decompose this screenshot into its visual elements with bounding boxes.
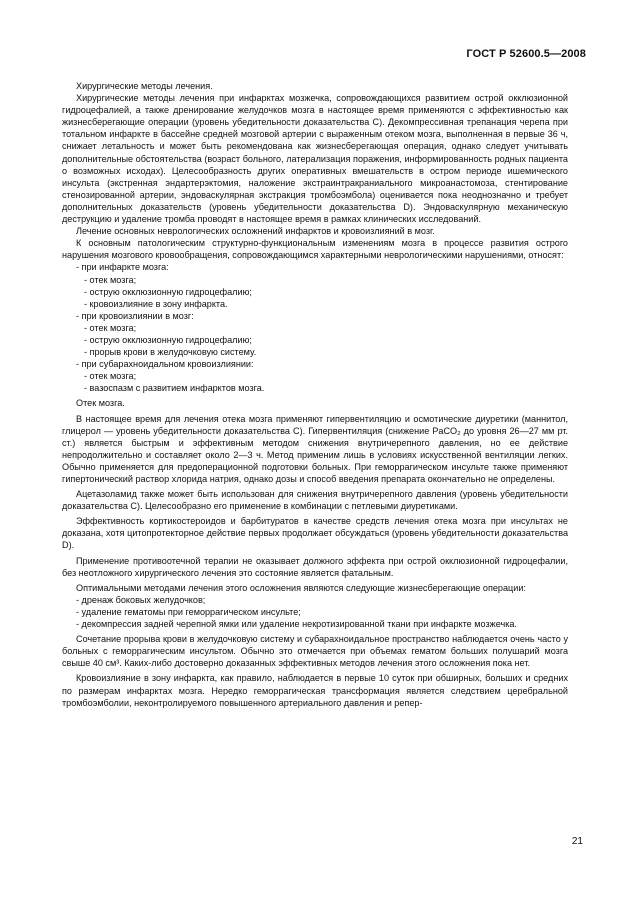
paragraph: В настоящее время для лечения отека мозга применяют гипервентиляцию и осмотические диуретики (маннитол, глицерол — уровень убедительности доказательства С). Гипервентиляция (снижение PaCO₂ до уровня 26—27 мм рт. ст.) является быстрым и эффективным методом снижения внутричерепного давления, но ее действие непродолжительно и составляет около 2—3 ч. Метод применим лишь в условиях искусственной вентиляции легких. Обычно применяется для предоперационной подготовки больных. При геморрагическом инсульте также применяют гипертонический раствор хлорида натрия, однако дозы и способ введения препарата окончательно не определены. <box>62 413 568 484</box>
paragraph: Хирургические методы лечения. <box>76 81 213 91</box>
paragraph: Ацетазоламид также может быть использован для снижения внутричерепного давления (уровень убедительности доказательства С). Целесообразно его применение в комбинации с петлевыми диуретиками. <box>62 489 568 512</box>
list-item: - при кровоизлиянии в мозг: <box>76 310 194 321</box>
paragraph: Эффективность кортикостероидов и барбитуратов в качестве средств лечения отека мозга при инсультах не доказана, хотя цитопротекторное действие первых продолжает обсуждаться (уровень убедительности доказательства D). <box>62 516 568 551</box>
document-body <box>62 80 568 709</box>
paragraph: К основным патологическим структурно-функциональным изменениям мозга в процессе развития острого нарушения мозгового кровообращения, сопровождающимся характерными неврологическими нарушениями, относят: <box>62 238 568 261</box>
sub-list-item: - вазоспазм с развитием инфарктов мозга. <box>84 383 265 394</box>
list-item: - дренаж боковых желудочков; <box>76 594 206 605</box>
list-item: - удаление гематомы при геморрагическом инсульте; <box>76 606 301 617</box>
paragraph: Применение противоотечной терапии не оказывает должного эффекта при острой окклюзионной гидроцефалии, без неотложного хирургического лечения это состояние является фатальным. <box>62 555 568 578</box>
sub-list-item: - острую окклюзионную гидроцефалию; <box>84 334 252 345</box>
paragraph: Отек мозга. <box>76 398 125 409</box>
list-item: - при субарахноидальном кровоизлиянии: <box>76 359 254 370</box>
document-header: ГОСТ Р 52600.5—2008 <box>466 48 586 60</box>
list-item: - декомпрессия задней черепной ямки или удаление некротизированной ткани при инфаркте мозжечка. <box>76 619 517 630</box>
page-number: 21 <box>571 836 583 847</box>
sub-list-item: - прорыв крови в желудочковую систему. <box>84 347 257 358</box>
paragraph: Оптимальными методами лечения этого осложнения являются следующие жизнесберегающие операции: <box>76 582 526 593</box>
sub-list-item: - острую окклюзионную гидроцефалию; <box>84 286 252 297</box>
list-item: - при инфаркте мозга: <box>76 262 169 273</box>
sub-list-item: - кровоизлияние в зону инфаркта. <box>84 298 228 309</box>
sub-list-item: - отек мозга; <box>84 371 137 382</box>
paragraph: Кровоизлияние в зону инфаркта, как правило, наблюдается в первые 10 суток при обширных, больших и средних по размерам инфарктах мозга. Нередко геморрагическая трансформация является следствием церебральной тромбоэмболии, неконтролируемого повышенного артериального давления и репер- <box>62 673 568 708</box>
paragraph: Лечение основных неврологических осложнений инфарктов и кровоизлияний в мозг. <box>76 226 435 237</box>
paragraph: Сочетание прорыва крови в желудочковую систему и субарахноидальное пространство наблюдается очень часто у больных с геморрагическим инсультом. Обычно это отмечается при объемах гематом больших полушарий мозга свыше 40 см³. Каких-либо достоверно доказанных эффективных методов лечения этого осложнения пока нет. <box>62 634 568 669</box>
sub-list-item: - отек мозга; <box>84 274 137 285</box>
paragraph: Хирургические методы лечения при инфарктах мозжечка, сопровождающихся развитием острой окклюзионной гидроцефалией, а также дренирование желудочков мозга в настоящее время применяются с эффективностью как жизнесберегающие операции (уровень убедительности доказательства С). Декомпрессивная трепанация черепа при тотальном инфаркте в бассейне средней мозговой артерии с выраженным отеком мозга, выполненная в первые 36 ч, снижает летальность и может быть рекомендована как жизнесберегающая операция, однако следует учитывать дополнительные обстоятельства (возраст больного, латерализация поражения, информированность родных пациента о возможных исходах). Целесообразность других оперативных вмешательств в остром периоде ишемического инсульта (экстренная эндартерэктомия, наложение экстраинтракраниального микроанастомоза, стентирование стенозированной артерии, эндоваскулярная экстракция тромбоэмбола) оценивается пока неоднозначно и требует дополнительных доказательств (уровень убедительности доказательства D). Эндоваскулярную механическую деструкцию и удаление тромба проводят в настоящее время в рамках клинических исследований. <box>62 93 568 225</box>
sub-list-item: - отек мозга; <box>84 322 137 333</box>
